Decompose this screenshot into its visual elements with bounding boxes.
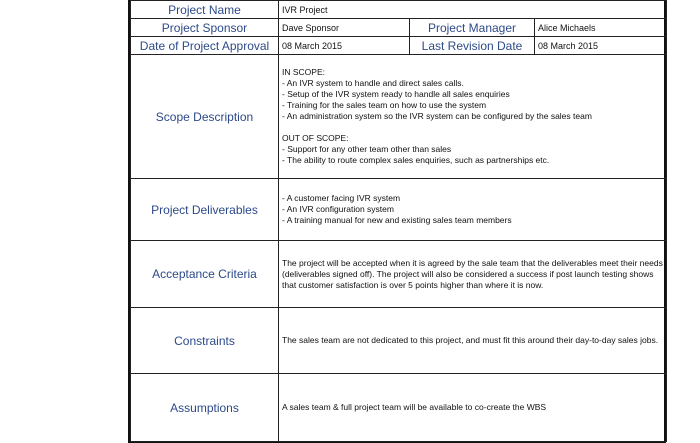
project-name-label: Project Name: [131, 1, 279, 19]
acceptance-criteria-content: [279, 241, 667, 308]
project-manager-label: Project Manager: [410, 19, 535, 37]
assumptions-text: A sales team & full project team will be available to co-create the WBS: [282, 402, 547, 412]
row-acceptance: [131, 241, 667, 308]
section-spacer: [282, 122, 663, 133]
constraints-content: [279, 308, 667, 374]
scope-description-label: Scope Description: [131, 55, 279, 179]
deliverable-item: - A training manual for new and existing sales team members: [282, 215, 512, 225]
scope-description-content: [279, 55, 667, 179]
out-of-scope-heading: OUT OF SCOPE:: [282, 133, 349, 143]
assumptions-content: [279, 374, 667, 442]
row-project-name: [131, 1, 667, 19]
deliverable-item: - A customer facing IVR system: [282, 193, 401, 203]
row-assumptions: [131, 374, 667, 442]
project-name-value: IVR Project: [279, 1, 667, 19]
project-sponsor-value: Dave Sponsor: [279, 19, 410, 37]
revision-date-label: Last Revision Date: [410, 37, 535, 55]
in-scope-item: - Setup of the IVR system ready to handle all sales enquiries: [282, 89, 510, 99]
row-scope: [131, 55, 667, 179]
project-sponsor-label: Project Sponsor: [131, 19, 279, 37]
revision-date-value: 08 March 2015: [535, 37, 667, 55]
out-of-scope-item: - The ability to route complex sales enquiries, such as partnerships etc.: [282, 155, 550, 165]
approval-date-label: Date of Project Approval: [131, 37, 279, 55]
acceptance-criteria-text: The project will be accepted when it is agreed by the sale team that the deliverables meet their needs (deliverables signed off). The project will also be considered a success if post launch testing shows that customer satisfaction is over 5 points higher than where it is now.: [282, 257, 663, 290]
in-scope-heading: IN SCOPE:: [282, 67, 325, 77]
row-sponsor-manager: [131, 19, 667, 37]
row-constraints: [131, 308, 667, 374]
row-deliverables: [131, 179, 667, 241]
project-manager-value: Alice Michaels: [535, 19, 667, 37]
acceptance-criteria-label: Acceptance Criteria: [131, 241, 279, 308]
in-scope-item: - An IVR system to handle and direct sales calls.: [282, 78, 464, 88]
project-deliverables-label: Project Deliverables: [131, 179, 279, 241]
project-deliverables-content: [279, 179, 667, 241]
in-scope-item: - An administration system so the IVR system can be configured by the sales team: [282, 111, 592, 121]
deliverable-item: - An IVR configuration system: [282, 204, 394, 214]
approval-date-value: 08 March 2015: [279, 37, 410, 55]
project-charter-table: [130, 0, 667, 442]
assumptions-label: Assumptions: [131, 374, 279, 442]
in-scope-item: - Training for the sales team on how to use the system: [282, 100, 487, 110]
project-charter-document: [128, 0, 666, 443]
constraints-text: The sales team are not dedicated to this project, and must fit this around their day-to-day sales jobs.: [282, 335, 659, 345]
constraints-label: Constraints: [131, 308, 279, 374]
row-dates: [131, 37, 667, 55]
out-of-scope-item: - Support for any other team other than sales: [282, 144, 452, 154]
